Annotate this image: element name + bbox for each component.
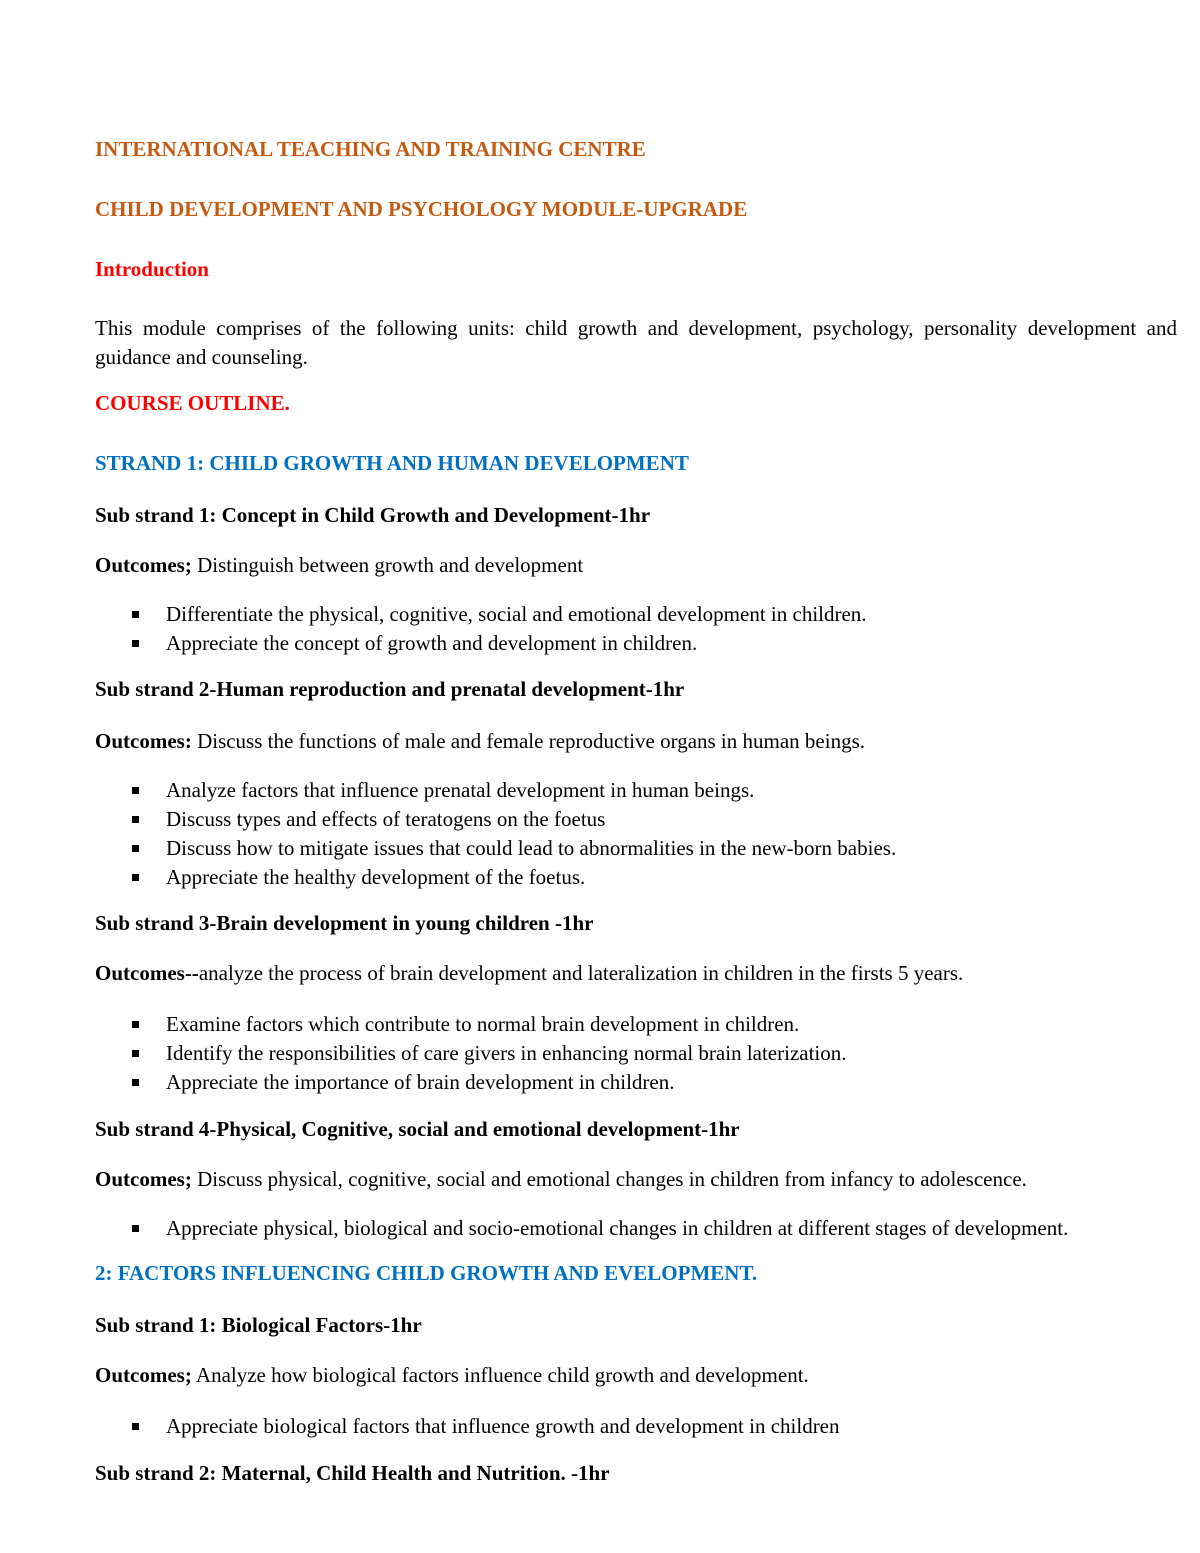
bullet-icon <box>132 845 139 852</box>
sub-strand-1-4-heading: Sub strand 4-Physical, Cognitive, social and emotional development-1hr <box>95 1117 740 1141</box>
sub-strand-1-3-outcome <box>95 958 963 988</box>
outcome-label: Outcomes; <box>95 1363 192 1387</box>
list-item: Discuss types and effects of teratogens on the foetus <box>95 805 896 834</box>
outcome-text: Discuss physical, cognitive, social and emotional changes in children from infancy to adolescence. <box>191 1167 1027 1191</box>
outcome-label: Outcomes; <box>95 1167 192 1191</box>
institution-title: INTERNATIONAL TEACHING AND TRAINING CENTRE <box>95 137 646 161</box>
sub-strand-1-2-outcome <box>95 726 865 756</box>
bullet-icon <box>132 1423 139 1430</box>
outcome-label: Outcomes; <box>95 553 192 577</box>
course-outline-heading: COURSE OUTLINE. <box>95 391 290 415</box>
outcome-text: Distinguish between growth and development <box>191 553 584 577</box>
bullet-icon <box>132 1021 139 1028</box>
introduction-text: This module comprises of the following units: child growth and development, psychology, personality development and guidance and counseling. <box>95 316 1177 369</box>
bullet-icon <box>132 816 139 823</box>
sub-strand-2-1-heading: Sub strand 1: Biological Factors-1hr <box>95 1313 422 1337</box>
strand-2-heading: 2: FACTORS INFLUENCING CHILD GROWTH AND EVELOPMENT. <box>95 1261 758 1285</box>
sub-strand-1-2-heading: Sub strand 2-Human reproduction and prenatal development-1hr <box>95 677 685 701</box>
strand-1-heading: STRAND 1: CHILD GROWTH AND HUMAN DEVELOPMENT <box>95 451 689 475</box>
bullet-icon <box>132 1225 139 1232</box>
bullet-icon <box>132 640 139 647</box>
bullet-icon <box>132 1050 139 1057</box>
list-item: Appreciate the importance of brain development in children. <box>95 1068 847 1097</box>
list-item: Analyze factors that influence prenatal development in human beings. <box>95 776 896 805</box>
bullet-icon <box>132 611 139 618</box>
list-item: Differentiate the physical, cognitive, social and emotional development in children. <box>95 600 867 629</box>
module-title: CHILD DEVELOPMENT AND PSYCHOLOGY MODULE-UPGRADE <box>95 197 748 221</box>
bullet-icon <box>132 787 139 794</box>
bullet-icon <box>132 1079 139 1086</box>
sub-strand-2-1-outcome <box>95 1360 809 1390</box>
list-item: Appreciate physical, biological and socio-emotional changes in children at different stages of development. <box>95 1214 1068 1243</box>
sub-strand-1-3-heading: Sub strand 3-Brain development in young children -1hr <box>95 911 594 935</box>
list-item: Appreciate biological factors that influence growth and development in children <box>95 1412 840 1441</box>
list-item: Appreciate the concept of growth and development in children. <box>95 629 867 658</box>
sub-strand-1-4-outcome <box>95 1164 1027 1194</box>
sub-strand-1-4-bullet-list <box>95 1214 1068 1243</box>
list-item: Discuss how to mitigate issues that could lead to abnormalities in the new-born babies. <box>95 834 896 863</box>
sub-strand-2-2-heading: Sub strand 2: Maternal, Child Health and Nutrition. -1hr <box>95 1461 610 1485</box>
sub-strand-2-1-bullet-list <box>95 1412 840 1441</box>
outcome-label: Outcomes-- <box>95 961 199 985</box>
sub-strand-1-2-bullet-list <box>95 776 896 892</box>
outcome-text: Analyze how biological factors influence child growth and development. <box>191 1363 809 1387</box>
bullet-icon <box>132 874 139 881</box>
outcome-text: analyze the process of brain development and lateralization in children in the firsts 5 years. <box>198 961 964 985</box>
introduction-heading: Introduction <box>95 257 209 281</box>
sub-strand-1-1-heading: Sub strand 1: Concept in Child Growth and Development-1hr <box>95 503 651 527</box>
list-item: Identify the responsibilities of care givers in enhancing normal brain laterization. <box>95 1039 847 1068</box>
list-item: Examine factors which contribute to normal brain development in children. <box>95 1010 847 1039</box>
sub-strand-1-3-bullet-list <box>95 1010 847 1097</box>
outcome-text: Discuss the functions of male and female reproductive organs in human beings. <box>191 729 866 753</box>
sub-strand-1-1-bullet-list <box>95 600 867 658</box>
sub-strand-1-1-outcome <box>95 550 583 580</box>
outcome-label: Outcomes: <box>95 729 192 753</box>
list-item: Appreciate the healthy development of the foetus. <box>95 863 896 892</box>
